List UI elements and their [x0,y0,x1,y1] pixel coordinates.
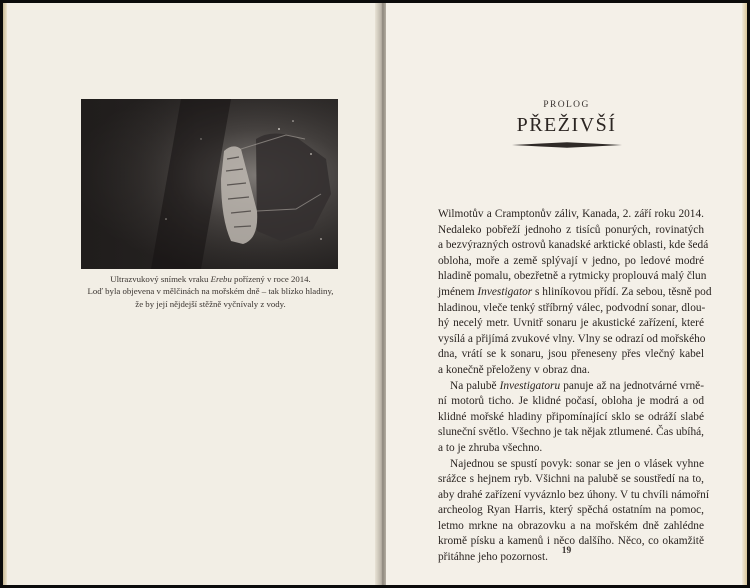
text-segment: Wilmotův a Cramptonův záliv, Kanada, 2. září roku 2014. [438,208,704,220]
caption-line: Ultrazvukový snímek vraku Erebu pořízený v roce 2014. [110,274,311,284]
text-line [438,301,704,317]
italic-text: Investigator [477,285,533,298]
text-segment: klidné mořské hladiny připomínající sklo se odráží slabé [438,410,704,423]
text-segment: Nedaleko pobřeží jednoho z tisíců ponurých, rovinatých [438,223,704,236]
text-line [438,457,704,473]
caption-line: Loď byla objevena v mělčinách na mořském dně – tak blízko hladiny, [87,286,334,297]
text-segment: s hliníkovou přídí. Za sebou, těsně pod [532,285,712,298]
left-page [3,3,378,585]
text-line [438,472,704,488]
text-segment: a konečně přeloženy v obraz dna. [438,363,590,376]
text-segment: srážce s hejnem ryb. Všichni na palubě se soustředí na to, [438,473,704,486]
text-line [438,269,707,285]
text-segment: sluneční světlo. Všechno je tak nějak ztlumené. Čas ubíhá, [438,426,704,439]
text-segment: letmo mrkne na obrazovku a na mořském dně zahlédne [438,519,704,532]
text-segment: obloha, moře a země splývají v jedno, po ledové modré [438,254,704,267]
text-segment: dna, vrátí se k sonaru, jsou přeneseny přes vlečný kabel [438,348,704,361]
text-segment: jménem [438,285,478,298]
caption-line: že by její nějdejší stěžně vyčnívaly z vody. [135,298,286,309]
chapter-body [438,207,712,566]
text-segment: přitáhne jeho pozornost. [438,551,548,564]
text-line [438,488,710,504]
text-segment: a to je zhruba všechno. [438,441,543,454]
text-line [438,363,704,379]
italic-text: Investigatoru [499,379,561,392]
text-segment: aby drahé zařízení vyváznlo bez úhony. V tu chvíli námořní [438,488,710,501]
text-segment: Na palubě [450,379,500,392]
photo-caption [63,273,358,310]
prolog-label: PROLOG [543,100,590,110]
text-line [438,410,704,426]
book-spread [3,3,747,585]
paragraph [438,379,704,457]
text-segment: vysílá a přijímá zvukové vlny. Vlny se odrazí od mořského [438,332,706,345]
text-segment: panuje až na jednotvárné vrně- [560,379,704,392]
text-line [438,379,704,395]
text-line [438,347,704,363]
text-segment: ní motorů ticho. Je klidné počasí, obloha je modrá a od [438,395,704,408]
text-segment: Najednou se spustí povyk: sonar se jen o vlásek vyhne [450,457,704,470]
text-line [438,285,712,301]
text-line [438,394,704,410]
text-segment: archeolog Ryan Harris, který spěchá ostatním na pomoc, [438,504,704,517]
ornamental-divider [512,140,622,150]
text-segment: hladině pomalu, obezřetně a rytmicky proplouvá malý člun [438,270,707,283]
text-line [438,519,704,535]
text-line [438,223,704,239]
text-line [438,207,704,223]
text-line [438,254,704,270]
text-segment: hladinou, vleče tenký stříbrný válec, podvodní sonar, dlou- [438,301,706,314]
text-segment: hý necelý metr. Uvnitř sonaru je akustické zařízení, které [438,317,704,330]
text-segment: a bezvýrazných ostrovů kanadské arktické oblasti, kde šedá [438,239,709,252]
text-line [438,316,704,332]
text-line [438,503,704,519]
chapter-title: PŘEŽIVŠÍ [516,114,617,136]
text-line [438,425,704,441]
paragraph [438,207,712,379]
sonar-photo [81,99,338,269]
right-page [386,3,747,585]
page-edge-right [742,3,747,585]
text-line [438,332,704,348]
page-edge-left [3,3,7,585]
page-number: 19 [561,546,572,556]
sonar-image-graphic [81,99,338,269]
text-line [438,441,704,457]
text-segment: kromě písku a kamenů i něco dalšího. Něco, co okamžitě [438,535,704,548]
text-line [438,238,709,254]
